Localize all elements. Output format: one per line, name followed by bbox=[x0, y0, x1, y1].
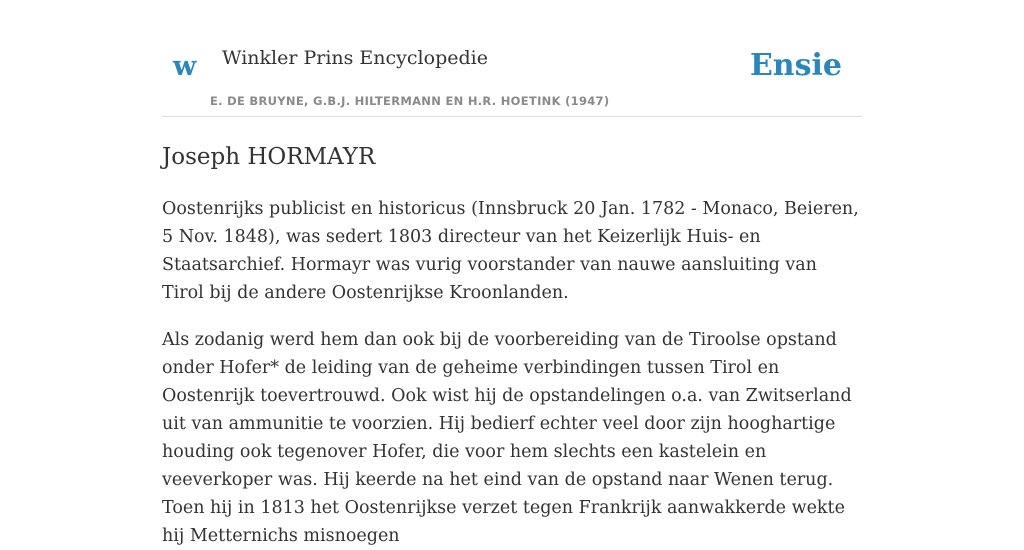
page bbox=[162, 0, 862, 550]
encyclopedia-logo-icon[interactable]: w bbox=[173, 51, 197, 82]
article-paragraph-1: Oostenrijks publicist en historicus (Innsbruck 20 Jan. 1782 - Monaco, Beieren, 5 Nov. 1848), was sedert 1803 directeur van het Keizerlijk Huis- en Staatsarchief. Hormayr was vurig voorstander van nauwe aansluiting van Tirol bij de andere Oostenrijkse Kroonlanden. bbox=[162, 199, 859, 303]
book-title[interactable]: Winkler Prins Encyclopedie bbox=[222, 47, 488, 69]
article-paragraph-2: Als zodanig werd hem dan ook bij de voorbereiding van de Tiroolse opstand onder Hofer* de leiding van de geheime verbindingen tussen Tirol en Oostenrijk toevertrouwd. Ook wist hij de opstandelingen o.a. van Zwitserland uit van ammunitie te voorzien. Hij bedierf echter veel door zijn hooghartige houding ook tegenover Hofer, die voor hem slechts een kastelein en veeverkoper was. Hij keerde na het eind van de opstand naar Wenen terug. Toen hij in 1813 het Oostenrijkse verzet tegen Frankrijk aanwakkerde wekte hij Metternichs misnoegen bbox=[162, 330, 852, 546]
header bbox=[162, 0, 862, 117]
book-authors: E. DE BRUYNE, G.B.J. HILTERMANN EN H.R. HOETINK (1947) bbox=[210, 94, 610, 108]
ensie-logo[interactable]: Ensie bbox=[749, 48, 842, 83]
article-title: Joseph HORMAYR bbox=[162, 144, 376, 170]
